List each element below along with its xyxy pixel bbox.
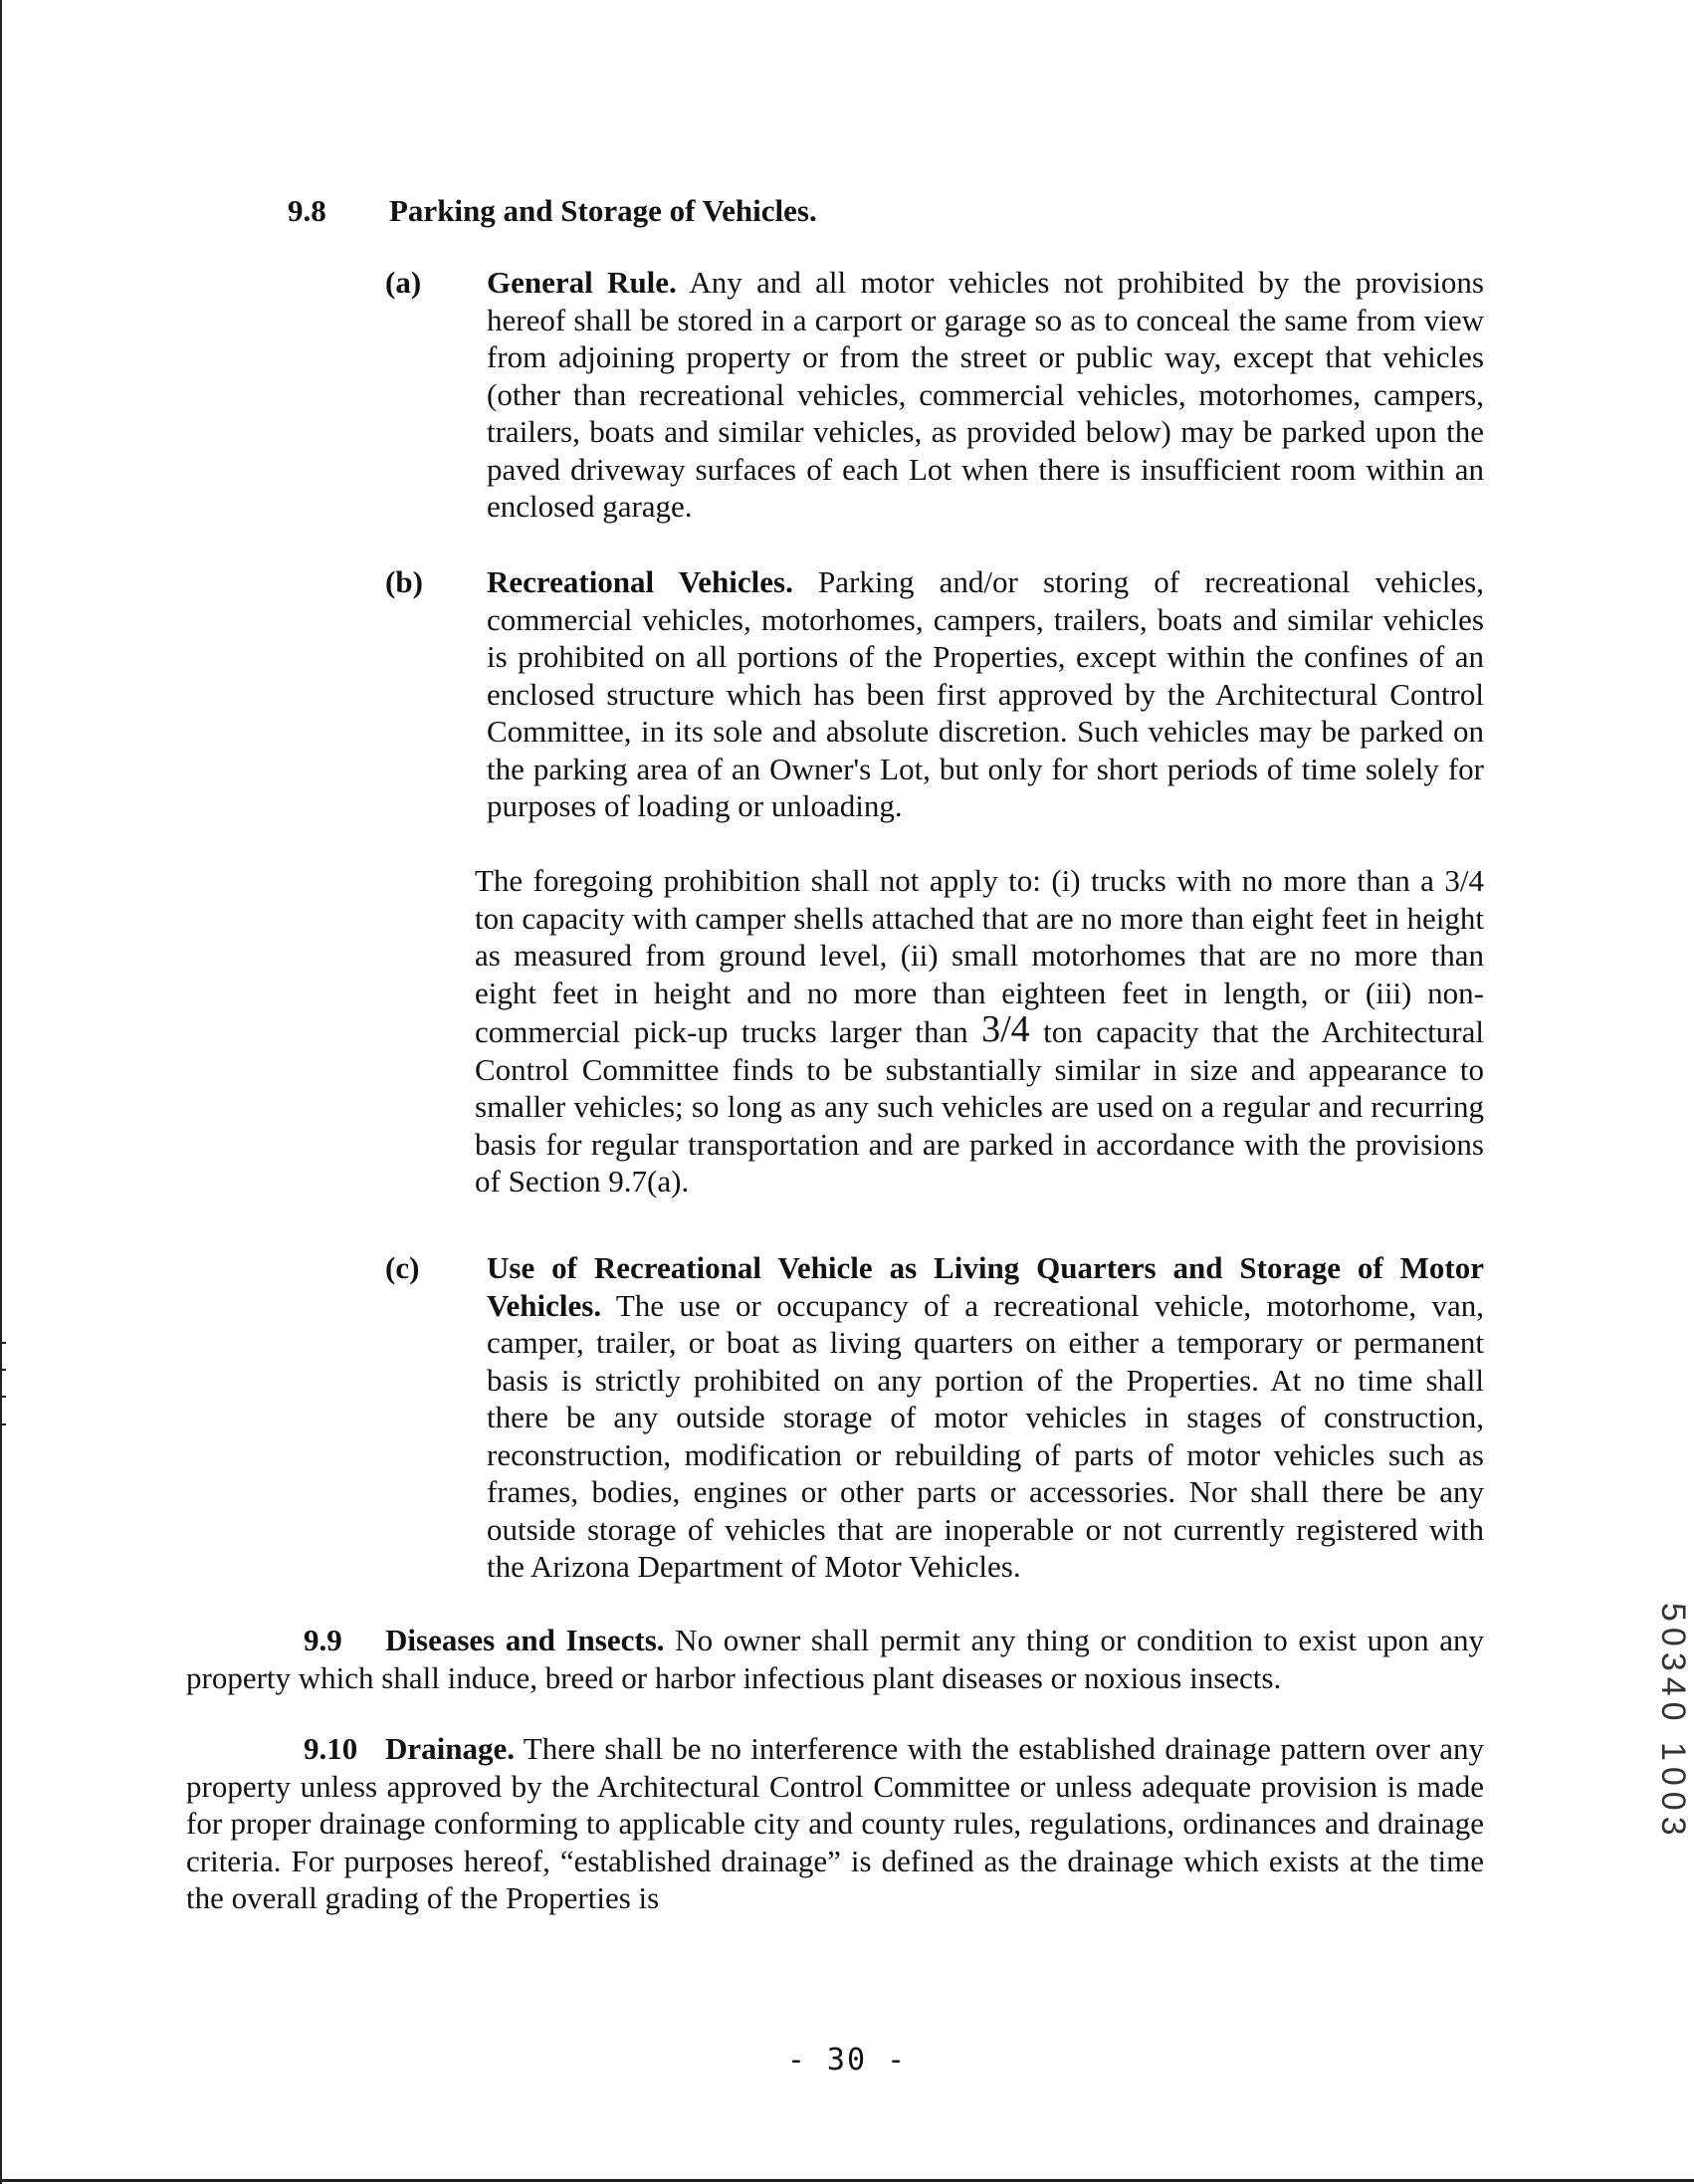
section-9-8-heading <box>288 192 817 230</box>
section-heading: Diseases and Insects. <box>385 1623 665 1657</box>
subsection-a-label: (a) <box>385 265 422 300</box>
margin-tick <box>0 1342 6 1344</box>
section-number: 9.9 <box>304 1623 342 1657</box>
margin-tick <box>0 1423 6 1425</box>
page-number: - 30 - <box>786 2043 908 2077</box>
section-heading: Drainage. <box>385 1731 516 1766</box>
exception-text: The foregoing prohibition shall not apply to: (i) trucks with no more than a 3/4 ton capacity with camper shells attached that are no more than eight feet in height as measured from ground level, (ii) small motorhomes that are no more than eight feet in height and no more than eighteen feet in length, or (iii) non-commercial pick-up trucks larger than <box>475 863 1485 1049</box>
page-bottom-edge <box>0 2179 1694 2182</box>
subsection-body: Parking and/or storing of recreational vehicles, commercial vehicles, motorhomes, campers, trailers, boats and similar vehicles is prohibited on all portions of the Properties, except within the confines of an enclosed structure which has been first approved by the Architectural Control Committee, in its sole and absolute discretion. Such vehicles may be parked on the parking area of an Owner's Lot, but only for short periods of time solely for purposes of loading or unloading. <box>487 564 1484 823</box>
fraction-three-quarters: 3/4 <box>981 1008 1030 1050</box>
section-title: Parking and Storage of Vehicles. <box>389 193 817 228</box>
subsection-c-paragraph <box>487 1249 1484 1586</box>
subsection-c-label: (c) <box>385 1250 420 1285</box>
page-left-edge <box>0 0 2 2184</box>
margin-recording-stamp: 50340 1003 <box>1654 1603 1692 1842</box>
section-number: 9.10 <box>304 1731 358 1766</box>
margin-tick <box>0 1396 6 1398</box>
subsection-b-paragraph <box>487 563 1484 825</box>
margin-tick <box>0 1369 6 1371</box>
section-9-9-paragraph <box>186 1622 1484 1696</box>
section-9-10-paragraph <box>186 1730 1484 1917</box>
section-number: 9.8 <box>288 193 326 228</box>
subsection-body: The use or occupancy of a recreational vehicle, motorhome, van, camper, trailer, or boat as living quarters on either a temporary or permanent basis is strictly prohibited on any portion of the Properties. At no time shall there be any outside storage of motor vehicles in stages of construction, reconstruction, modification or rebuilding of parts of motor vehicles such as frames, bodies, engines or other parts or accessories. Nor shall there be any outside storage of vehicles that are inoperable or not currently registered with the Arizona Department of Motor Vehicles. <box>487 1287 1484 1584</box>
subsection-b-label: (b) <box>385 564 423 599</box>
subsection-heading: Use of Recreational Vehicle as Living Quarters and Storage of Motor Vehicles. <box>487 1250 1484 1323</box>
exception-text-continued: ton capacity that the Architectural Control Committee finds to be substantially similar in size and appearance to smaller vehicles; so long as any such vehicles are used on a regular and recurring basis for regular transportation and are parked in accordance with the provisions of Section 9.7(a). <box>475 1014 1484 1199</box>
subsection-body: Any and all motor vehicles not prohibited by the provisions hereof shall be stored in a carport or garage so as to conceal the same from view from adjoining property or from the street or public way, except that vehicles (other than recreational vehicles, commercial vehicles, motorhomes, campers, trailers, boats and similar vehicles, as provided below) may be parked upon the paved driveway surfaces of each Lot when there is insufficient room within an enclosed garage. <box>487 265 1485 524</box>
subsection-heading: Recreational Vehicles. <box>487 564 793 599</box>
section-body: No owner shall permit any thing or condition to exist upon any property which shall induce, breed or harbor infectious plant diseases or noxious insects. <box>186 1623 1485 1695</box>
subsection-a-paragraph <box>487 264 1484 526</box>
subsection-b-exception-paragraph <box>475 862 1484 1201</box>
section-body: There shall be no interference with the established drainage pattern over any property unless approved by the Architectural Control Committee or unless adequate provision is made for proper drainage conforming to applicable city and county rules, regulations, ordinances and drainage criteria. For purposes hereof, “established drainage” is defined as the drainage which exists at the time the overall grading of the Properties is <box>186 1731 1484 1915</box>
subsection-heading: General Rule. <box>487 265 677 300</box>
